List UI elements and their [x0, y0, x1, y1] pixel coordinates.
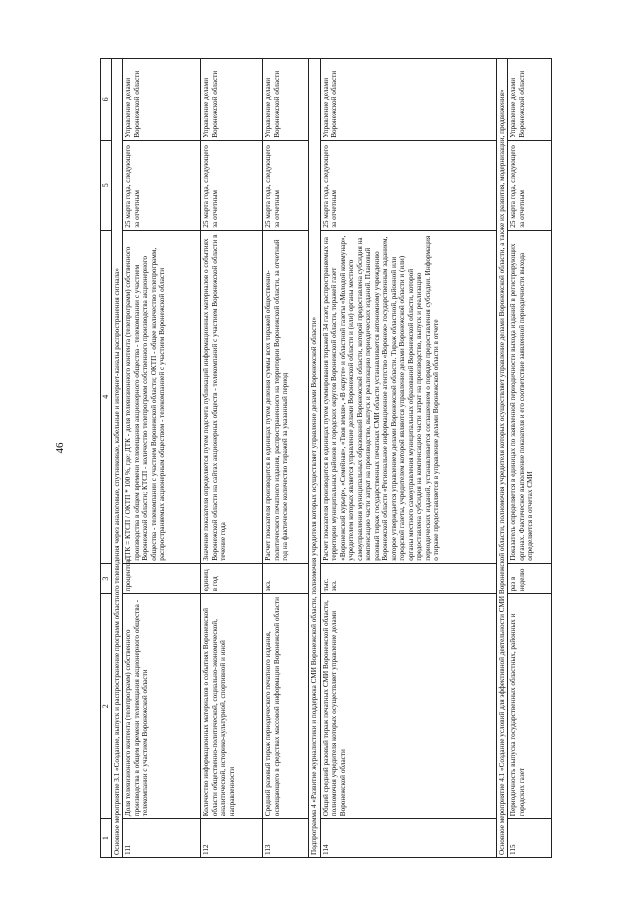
row-unit: раз в неделю — [508, 563, 552, 594]
row-responsible: Управление делами Воронежской области — [201, 59, 263, 141]
row-method: Расчет показателя производится в единицах путем деления суммы всех тиражей общественно-политического печатного издания, распространенного на территории Воронежской области, за отчетный год на фактическое количество тиражей за указанный период — [263, 230, 309, 563]
table-row — [123, 59, 201, 858]
row-num: 111 — [123, 819, 201, 858]
table-row — [508, 59, 552, 858]
row-responsible: Управление делами Воронежской области — [320, 59, 496, 141]
subprogram-4-title: Подпрограмма 4 «Развитие журналистики и поддержка СМИ Воронежской области, полномочия учредителя которых осуществляет управление делами Воронежской области» — [309, 59, 320, 858]
section-row — [496, 59, 507, 858]
header-col-4: 4 — [101, 230, 112, 563]
page-number: 46 — [54, 442, 66, 454]
row-unit: тыс. экз. — [320, 563, 496, 594]
row-method: Значение показателя определяется путем подсчета публикаций информационных материалов о событиях Воронежской области на сайтах акционерных обществ - телекомпаний с участием Воронежской области в течение года — [201, 230, 263, 563]
row-responsible: Управление делами Воронежской области — [508, 59, 552, 141]
header-col-6: 6 — [101, 59, 112, 141]
section-row — [112, 59, 123, 858]
indicator-table — [100, 58, 552, 858]
row-name: Периодичность выпуска государственных областных, районных и городских газет — [508, 594, 552, 819]
row-name: Общий средний разовый тираж печатных СМИ Воронежской области, полномочия учредителя которых осуществляет управление делами Воронежской области — [320, 594, 496, 819]
header-col-3: 3 — [101, 563, 112, 594]
row-term: 25 марта года, следующего за отчетным — [201, 140, 263, 230]
table-row — [320, 59, 496, 858]
event-4-1-title: Основное мероприятие 4.1 «Создание условий для эффективной деятельности СМИ Воронежской области, полномочия учредителя которых осуществляет управление делами Воронежской области, а также их развития, модернизации, продвижения» — [496, 59, 507, 858]
table-row — [263, 59, 309, 858]
table-row — [201, 59, 263, 858]
header-col-5: 5 — [101, 140, 112, 230]
header-row — [101, 59, 112, 858]
row-name: Количество информационных материалов о событиях Воронежской области общественно-политической, социально-экономической, аналитической, историко-культурной, спортивной и иной направленности — [201, 594, 263, 819]
row-num: 112 — [201, 819, 263, 858]
row-method: Показатель определяется в единицах по заявленной периодичности выхода изданий в регистрирующих органах. Фактическое выполнение показателя и его соответствие заявленной периодичности выхода определяется в отчетах СМИ — [508, 230, 552, 563]
row-num: 113 — [263, 819, 309, 858]
rotated-table-page — [100, 58, 640, 858]
row-method: ДТК = КТСП / ОКТП * 100 %, где: ДТК - доля телевизионного контента (телепрограмм) собственного производства в общем времени телевещания акционерного общества - телекомпании с участием Воронежской области; КТСП - количество телепрограмм собственного производства акционерного общества - телекомпании с участием Воронежской области; ОКТП - общее количество телепрограмм, распространяемых акционерным обществом - телекомпанией с участием Воронежской области — [123, 230, 201, 563]
row-responsible: Управление делами Воронежской области — [263, 59, 309, 141]
row-term: 25 марта года, следующего за отчетным — [123, 140, 201, 230]
row-unit: экз. — [263, 563, 309, 594]
row-term: 25 марта года, следующего за отчетным — [508, 140, 552, 230]
header-col-1: 1 — [101, 819, 112, 858]
row-num: 114 — [320, 819, 496, 858]
row-num: 115 — [508, 819, 552, 858]
row-unit: процентов — [123, 563, 201, 594]
row-term: 25 марта года, следующего за отчетным — [263, 140, 309, 230]
row-unit: единиц в год — [201, 563, 263, 594]
event-3-1-title: Основное мероприятие 3.1 «Создание, выпуск и распространение программ областного телевидения через аналоговые, спутниковые, кабельные и интернет-каналы распространения сигнала» — [112, 59, 123, 858]
row-name: Доля телевизионного контента (телепрограмм) собственного производства в общем времени телевещания акционерного общества - телекомпании с участием Воронежской области — [123, 594, 201, 819]
row-name: Средний разовый тираж периодического печатного издания, освещающего в средствах массовой информации Воронежской области — [263, 594, 309, 819]
row-term: 25 марта года, следующего за отчетным — [320, 140, 496, 230]
section-row — [309, 59, 320, 858]
header-col-2: 2 — [101, 594, 112, 819]
row-method: Расчет показателя производится в единицах путем суммирования тиражей 34 газет, распространяемых на территории муниципальных районов и городских округов Воронежской области, тиражей газет «Воронежский курьер», «Семейная», «Твоя земля», «В округе» и областной газеты «Молодой коммунар», учредителем которых является управление делами Воронежской области и (или) органы местного самоуправления муниципальных образований Воронежской области, которой предоставлена субсидия на компенсацию части затрат на производство, выпуск и реализацию периодических изданий. Плановый разовый тираж государственных печатных СМИ области устанавливается автономному учреждению Воронежской области «Региональное информационное агентство «Воронеж» государственным заданием, которое утверждается управлением делами Воронежской области. Тираж областной, районной или городской газеты, учредителем которой являются управление делами Воронежской области и (или) органы местного самоуправления муниципальных образований Воронежской области, которой предоставлена субсидия на компенсацию части затрат на производство, выпуск и реализацию периодических изданий, устанавливается соглашением о порядке предоставления субсидии. Информация о тираже предоставляется в управление делами Воронежской области в отчете — [320, 230, 496, 563]
row-responsible: Управление делами Воронежской области — [123, 59, 201, 141]
